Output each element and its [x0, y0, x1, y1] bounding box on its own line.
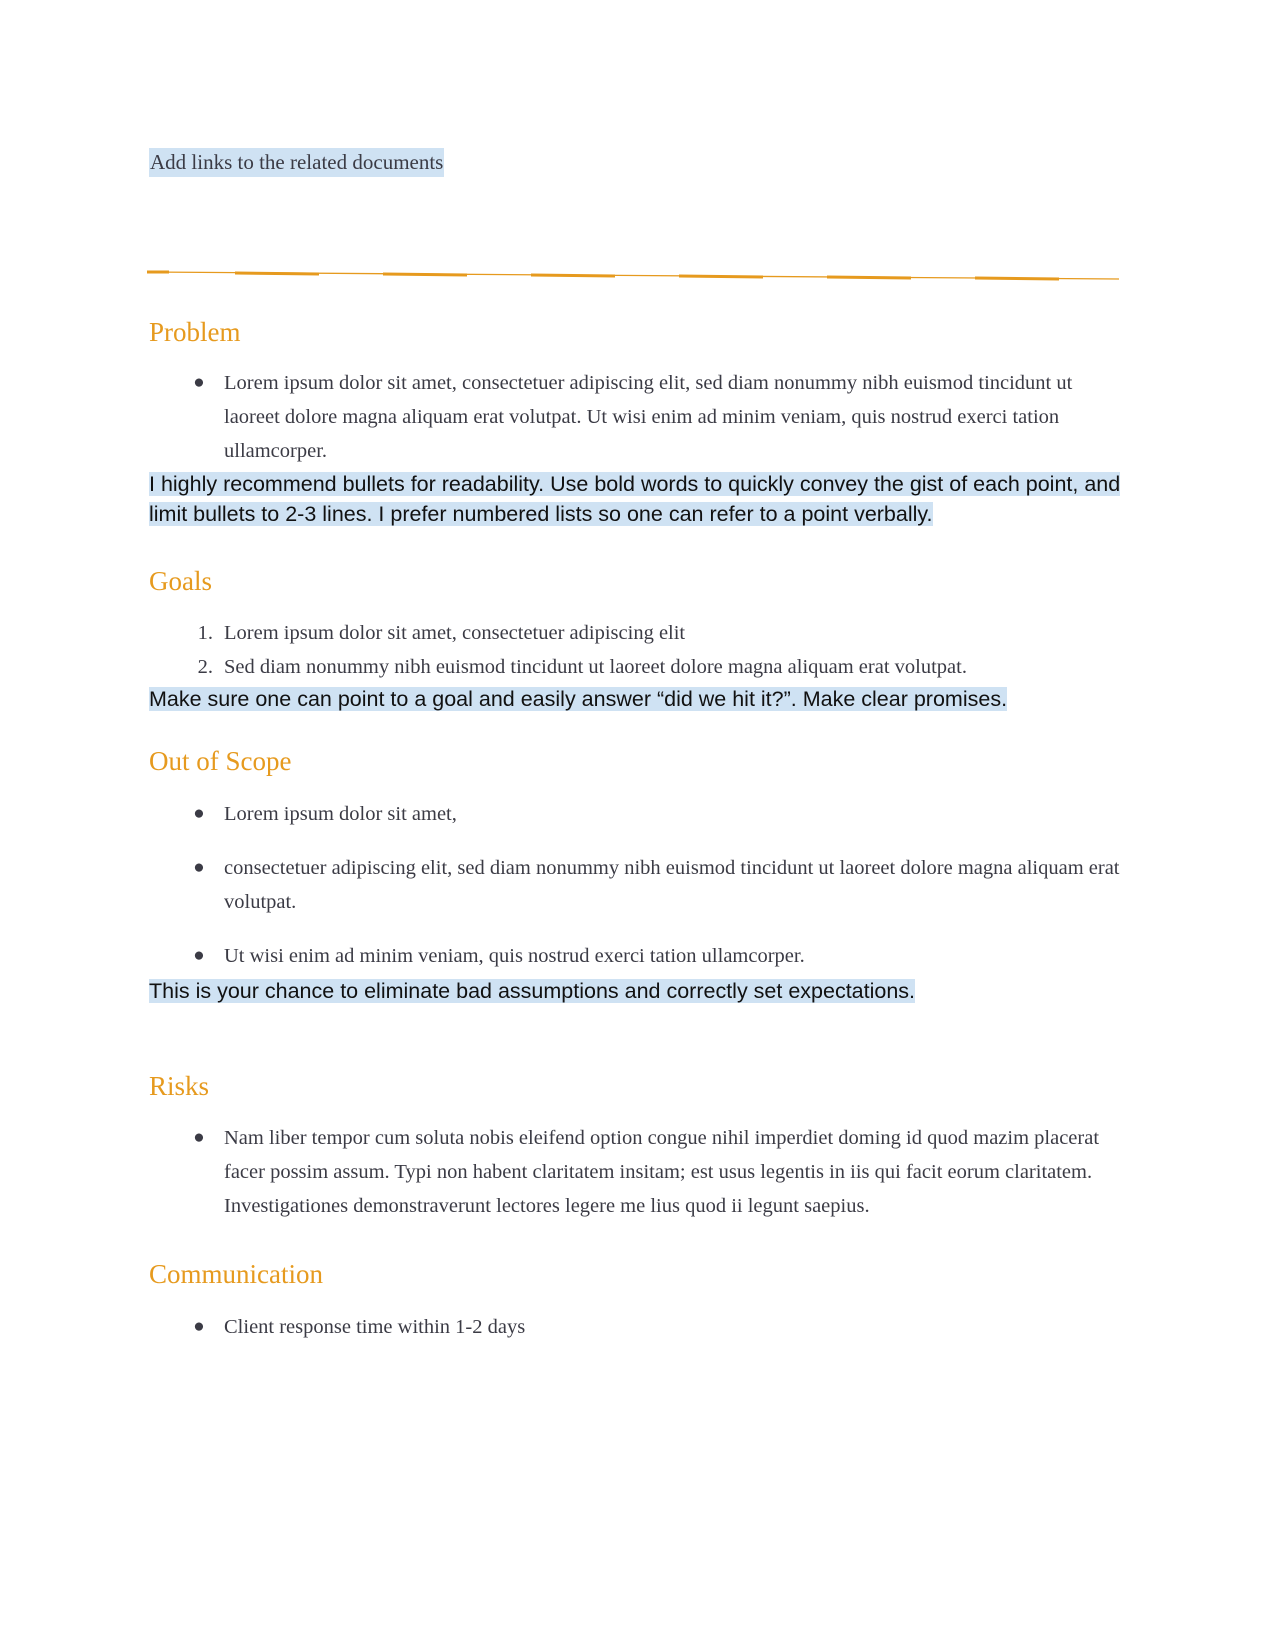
goals-guidance-note	[149, 684, 1149, 714]
list-item	[149, 366, 1129, 468]
bullet-icon: ●	[193, 803, 205, 824]
list-item-text: Ut wisi enim ad minim veniam, quis nostrud exerci tation ullamcorper.	[224, 945, 805, 967]
problem-heading: Problem	[149, 317, 241, 347]
list-item-text: Lorem ipsum dolor sit amet, consectetuer adipiscing elit	[224, 622, 686, 644]
out-of-scope-guidance-text: This is your chance to eliminate bad assumptions and correctly set expectations.	[149, 979, 916, 1003]
goals-heading: Goals	[149, 566, 212, 596]
goals-guidance-text: Make sure one can point to a goal and easily answer “did we hit it?”. Make clear promises.	[149, 687, 1008, 711]
list-item	[149, 939, 1129, 973]
bullet-icon: ●	[193, 945, 205, 966]
list-item-text: Client response time within 1-2 days	[224, 1316, 526, 1338]
out-of-scope-heading: Out of Scope	[149, 746, 292, 776]
out-of-scope-list	[149, 797, 1129, 973]
list-item	[149, 616, 1129, 650]
list-item-text: Lorem ipsum dolor sit amet,	[224, 803, 457, 825]
list-item	[149, 797, 1129, 831]
list-item	[149, 851, 1129, 919]
bullet-icon: ●	[193, 1316, 205, 1337]
communication-heading: Communication	[149, 1259, 323, 1289]
communication-list	[149, 1310, 1129, 1344]
bullet-icon: ●	[193, 372, 205, 393]
list-item	[149, 1121, 1129, 1223]
problem-guidance-text: I highly recommend bullets for readability. Use bold words to quickly convey the gist of each point, and limit bullets to 2-3 lines. I prefer numbered lists so one can refer to a point verbally.	[149, 472, 1121, 526]
list-item	[149, 1310, 1129, 1344]
out-of-scope-guidance-note	[149, 976, 1149, 1006]
list-item-text: Sed diam nonummy nibh euismod tincidunt ut laoreet dolore magna aliquam erat volutpat.	[224, 656, 967, 678]
problem-guidance-note	[149, 469, 1149, 529]
list-item-text: Nam liber tempor cum soluta nobis eleifend option congue nihil imperdiet doming id quod mazim placerat facer possim assum. Typi non habent claritatem insitam; est usus legentis in iis qui facit eorum claritatem. Investigationes demonstraverunt lectores legere me lius quod ii legunt saepius.	[224, 1127, 1100, 1217]
list-number: 2.	[197, 656, 213, 678]
risks-heading: Risks	[149, 1071, 210, 1101]
bullet-icon: ●	[193, 857, 205, 878]
list-number: 1.	[197, 622, 213, 644]
bullet-icon: ●	[193, 1127, 205, 1148]
problem-list	[149, 366, 1129, 468]
risks-list	[149, 1121, 1129, 1223]
goals-list	[149, 616, 1129, 684]
list-item-text: consectetuer adipiscing elit, sed diam nonummy nibh euismod tincidunt ut laoreet dolore magna aliquam erat volutpat.	[224, 857, 1120, 913]
list-item	[149, 650, 1129, 684]
section-divider	[147, 268, 1119, 286]
list-item-text: Lorem ipsum dolor sit amet, consectetuer adipiscing elit, sed diam nonummy nibh euismod tincidunt ut laoreet dolore magna aliquam erat volutpat. Ut wisi enim ad minim veniam, quis nostrud exerci tation ullamcorper.	[224, 372, 1073, 462]
related-docs-note: Add links to the related documents	[149, 148, 444, 177]
